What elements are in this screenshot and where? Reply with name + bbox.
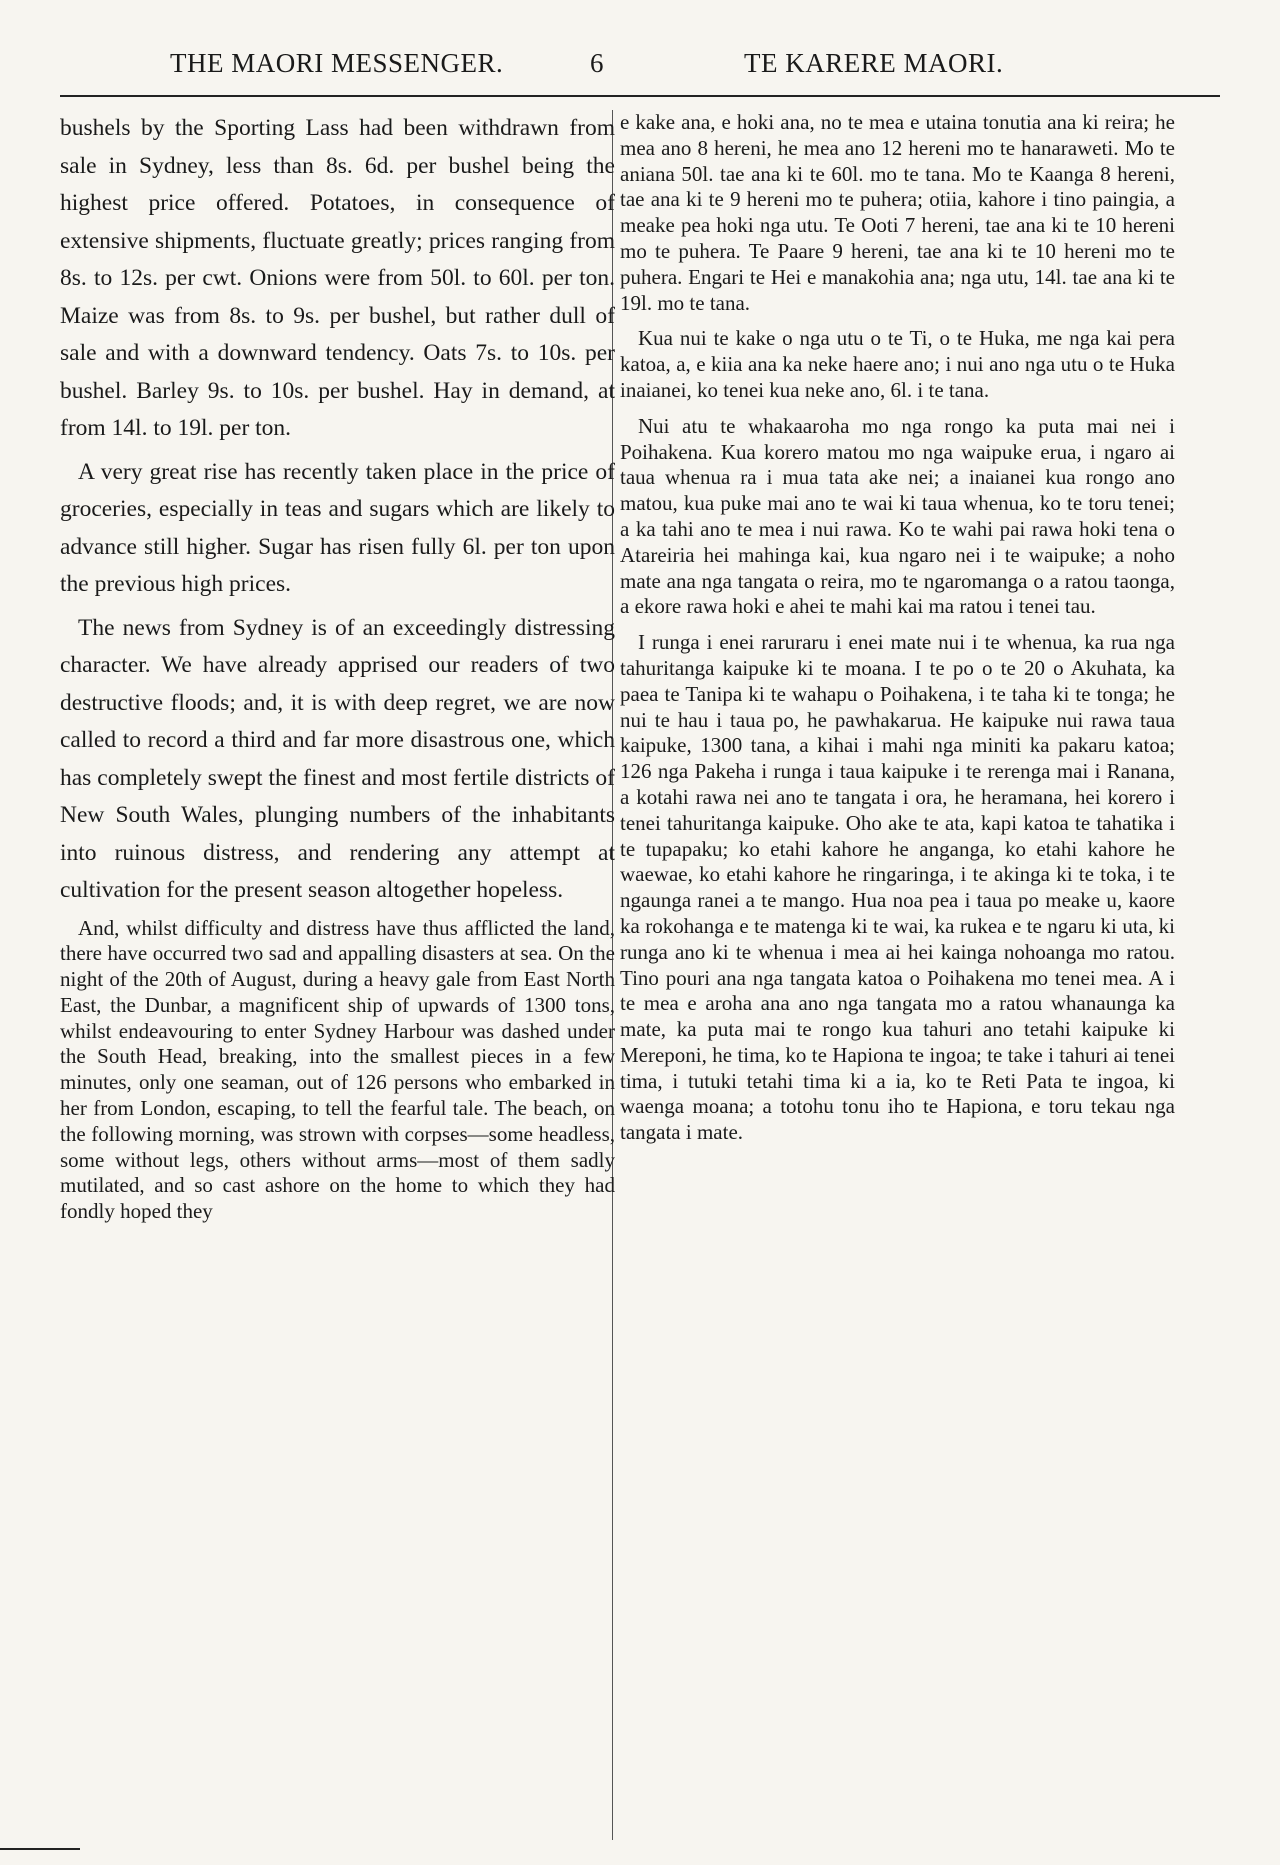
page-header: [130, 40, 1030, 80]
paragraph-dunbar-wreck: And, whilst difficulty and distress have thus afflicted the land, there have occurred two sad and appalling disasters at sea. On the night of the 20th of August, during a heavy gale from East North East, the Dunbar, a magnificent ship of upwards of 1300 tons, whilst endeavouring to enter Sydney Harbour was dashed under the South Head, breaking, into the smallest pieces in a few minutes, only one seaman, out of 126 persons who embarked in her from London, escaping, to tell the fearful tale. The beach, on the following morning, was strown with corpses—some headless, some without legs, others without arms—most of them sadly mutilated, and so cast ashore on the home to which they had fondly hoped they: [60, 915, 615, 1224]
footer-rule: [0, 1848, 80, 1850]
english-column: [60, 110, 615, 1229]
paragraph-groceries: A very great rise has recently taken place in the price of groceries, especially in teas and sugars which are likely to advance still higher. Sugar has risen fully 6l. per ton upon the previous high prices.: [60, 458, 615, 597]
english-masthead: THE MAORI MESSENGER.: [170, 48, 504, 78]
paragraph-huka: Kua nui te kake o nga utu o te Ti, o te Huka, me nga kai pera katoa, a, e kiia ana ka neke haere ano; i nui ano nga utu o te Huka inaianei, ko tenei kua neke ano, 6l. i te tana.: [620, 326, 1175, 402]
page-number: 6: [590, 48, 604, 78]
paragraph-utu: e kake ana, e hoki ana, no te mea e utaina tonutia ana ki reira; he mea ano 8 hereni, he mea ano 12 hereni mo te hanaraweti. Mo te aniana 50l. tae ana ki te 60l. mo te tana. Mo te Kaanga 8 hereni, tae ana ki te 9 hereni mo te puhera; otiia, kahore i tino paingia, a meake pea hoki nga utu. Te Ooti 7 hereni, tae ana ki te 10 hereni mo te puhera. Te Paare 9 hereni, tae ana ki te 10 hereni mo te puhera. Engari te Hei e manakohia ana; nga utu, 14l. tae ana ki te 19l. mo te tana.: [620, 110, 1175, 315]
maori-masthead: TE KARERE MAORI.: [744, 48, 1004, 78]
paragraph-kaipuke: I runga i enei raruraru i enei mate nui i te whenua, ka rua nga tahuritanga kaipuke ki te moana. I te po o te 20 o Akuhata, ka paea te Tanipa ki te wahapu o Poihakena, i te taha ki te tonga; he nui te hau i taua po, he pawhakarua. He kaipuke nui rawa taua kaipuke, 1300 tana, a kihai i mahi nga miniti ka pakaru katoa; 126 nga Pakeha i runga i taua kaipuke i te rerenga mai i Ranana, a kotahi rawa nei ano te tangata i ora, he heramana, hei korero i tenei tahuritanga kaipuke. Oho ake te ata, kapi katoa te tahatika i te tupapaku; ko etahi kahore he anganga, ko etahi kahore he waewae, ko etahi kahore he ringaringa, i te akinga ki te toka, i te ngaunga ranei a te mango. Hua noa pea i taua po meake u, kaore ka rokohanga e te matenga ki te wai, ka rukea e te ngaru ki uta, ki runga ano ki te whenua i mea ai hei kainga nohoanga mo ratou. Tino pouri ana nga tangata katoa o Poihakena mo tenei mea. A i te mea e aroha ana ano nga tangata mo a ratou whanaunga ka mate, ka puta mai te rongo kua tahuri ano tetahi kaipuke ki Mereponi, he tima, ko te Hapiona te ingoa; te take i tahuri ai tenei tima, i tutuki tetahi tima ki a ia, ko te Reti Pata te ingoa, ki waenga moana; a totohu tonu iho te Hapiona, e toru tekau nga tangata i mate.: [620, 630, 1175, 1145]
header-rule: [60, 95, 1220, 97]
maori-column: [620, 110, 1175, 1156]
paragraph-waipuke: Nui atu te whakaaroha mo nga rongo ka puta mai nei i Poihakena. Kua korero matou mo nga waipuke erua, i ngaro ai taua whenua ra i mua tata ake nei; a inaianei kua rongo ano matou, kua puke mai ano te wai ki taua whenua, ko te toru tenei; a ka tahi ano te mea i nui rawa. Ko te wahi pai rawa hoki tena o Atareiria hei mahinga kai, kua ngaro nei i te waipuke; a noho mate ana nga tangata o reira, mo te ngaromanga o a ratou taonga, a ekore rawa hoki e ahei te mahi kai ma ratou i tenei tau.: [620, 413, 1175, 619]
paragraph-sydney-floods: The news from Sydney is of an exceedingly distressing character. We have already apprised our readers of two destructive floods; and, it is with deep regret, we are now called to record a third and far more disastrous one, which has completely swept the finest and most fertile districts of New South Wales, plunging numbers of the inhabitants into ruinous distress, and rendering any attempt at cultivation for the present season altogether hopeless.: [60, 614, 615, 903]
paragraph-produce-prices: bushels by the Sporting Lass had been withdrawn from sale in Sydney, less than 8s. 6d. per bushel being the highest price offered. Potatoes, in consequence of extensive shipments, fluctuate greatly; prices ranging from 8s. to 12s. per cwt. Onions were from 50l. to 60l. per ton. Maize was from 8s. to 9s. per bushel, but rather dull of sale and with a downward tendency. Oats 7s. to 10s. per bushel. Barley 9s. to 10s. per bushel. Hay in demand, at from 14l. to 19l. per ton.: [60, 115, 615, 441]
